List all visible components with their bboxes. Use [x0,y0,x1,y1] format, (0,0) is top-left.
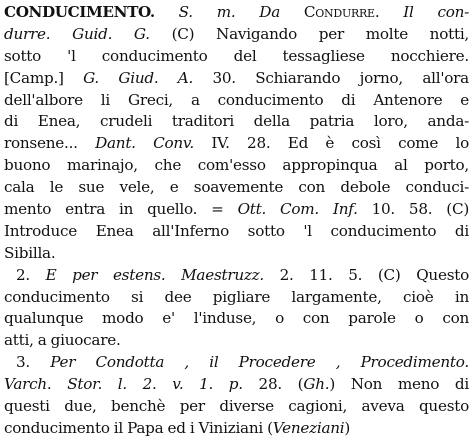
text-run: atti, a giuocare. [4,331,121,350]
text-run: 2. 11. 5. (C) Questo [263,265,469,284]
text-run: mento entra in quello. = [4,200,238,219]
sense-3-line [4,352,469,374]
text-run: qualunque modo e' l'induse, o con parole o con [4,309,469,328]
text-run: cala le sue vele, e soavemente con debole conduci- [4,178,469,197]
citation-source: G. Giud. A. [83,68,194,87]
text-line [4,396,469,418]
sense-number: 2. [16,265,46,284]
text-line [4,221,469,243]
citation-source: Varch. Stor. l. 2. v. 1. p. [4,375,243,394]
text-run: dell'albore li Greci, a conducimento di Antenore e [4,90,469,109]
text-line [4,24,469,46]
citation-source: Dant. Conv. [95,134,194,153]
text-run: [Camp.] [4,68,84,87]
text-run: ) Non meno di [329,375,469,394]
text-line [4,46,469,68]
source-word: Condurre [303,3,375,21]
text-line [4,2,469,24]
dictionary-entry [4,2,469,440]
text-run: conducimento il Papa ed i Viniziani ( [4,418,273,437]
text-line [4,418,469,440]
text-run: buono marinajo, che com'esso appropinqua al porto, [4,156,469,175]
text-line [4,177,469,199]
text-run: di Enea, crudeli traditori della patria loro, anda- [4,112,469,131]
grammar-label: S. m. Da [154,3,304,21]
text-line [4,155,469,177]
text-line [4,68,469,90]
definition-text: Per Condotta , il Procedere , Procedimento. [50,353,469,372]
text-line [4,308,469,330]
text-line [4,199,469,221]
text-line [4,330,469,352]
citation-source: Gh. [303,375,330,394]
text-run: (C) Navigando per molte notti, [149,24,469,43]
citation-source: Veneziani [272,418,345,437]
citation-source: durre. Guid. G. [4,24,150,43]
sense-number: 3. [16,353,51,372]
text-run: . [374,3,404,21]
text-run: conducimento si dee pigliare largamente, cioè in [4,287,469,306]
text-run: IV. 28. Ed è così come lo [194,134,469,153]
text-run: Sibilla. [4,243,56,262]
citation-source: Ott. Com. Inf. [237,200,358,219]
text-line [4,243,469,265]
text-run: questi due, benchè per diverse cagioni, aveva questo [4,397,469,416]
text-run: Introduce Enea all'Inferno sotto 'l conducimento di [4,221,469,240]
text-run: sotto 'l conducimento del tessagliese nocchiere. [4,46,469,65]
text-line [4,90,469,112]
sense-2-line [4,265,469,287]
text-line [4,374,469,396]
headword: CONDUCIMENTO. [4,3,155,21]
text-run: 10. 58. (C) [357,200,469,219]
text-line [4,287,469,309]
text-run: 30. Schiarando jorno, all'ora [193,68,469,87]
text-line [4,133,469,155]
citation-source: E per estens. Maestruzz. [45,265,264,284]
text-run: ronsene... [4,134,96,153]
definition-text: Il con- [403,3,470,21]
text-run: 28. ( [242,375,304,394]
text-run: ) [344,418,351,437]
text-line [4,111,469,133]
